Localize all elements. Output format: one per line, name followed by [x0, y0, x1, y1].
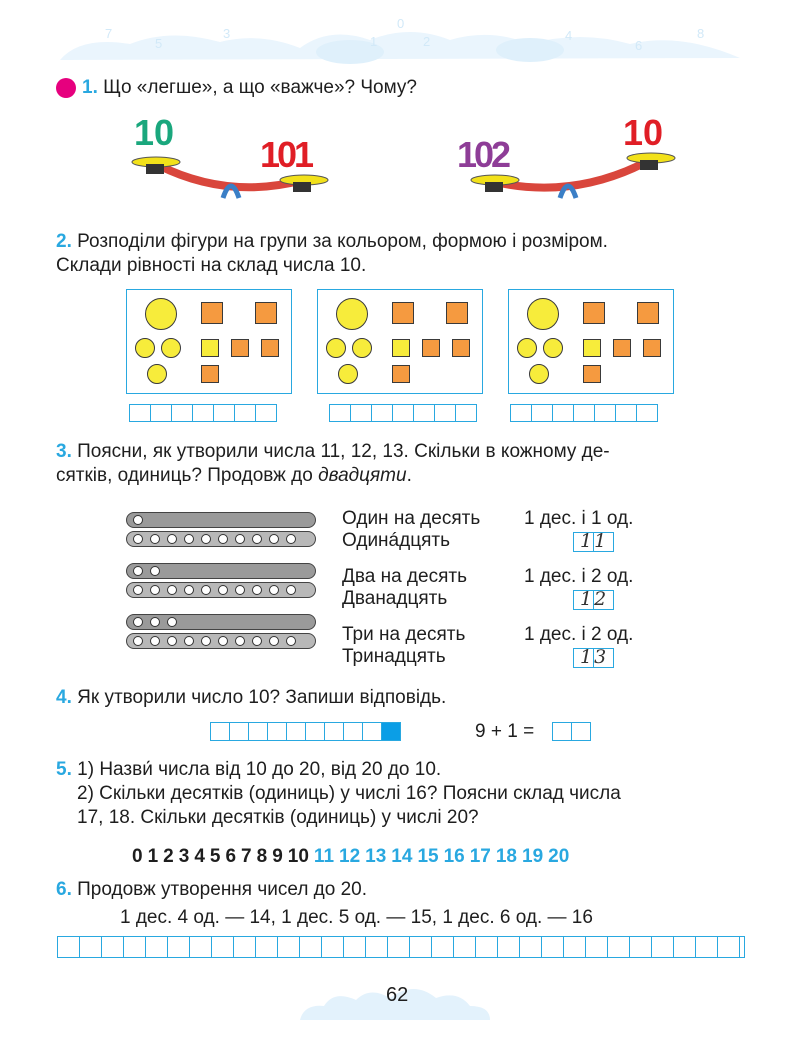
rod-group-11 [126, 512, 318, 552]
seesaw-left [128, 110, 338, 200]
seq-number: 2 [163, 846, 174, 867]
cloud-digit: 4 [565, 28, 573, 43]
heavy-number: 101 [260, 134, 312, 175]
task-5-text [56, 758, 756, 830]
task-example: 1 дес. 4 од. — 14, 1 дес. 5 од. — 15, 1 дес. 6 од. — 16 [120, 907, 593, 928]
seq-number: 4 [194, 846, 205, 867]
seq-number: 3 [178, 846, 190, 867]
tens-rod [126, 531, 316, 547]
answer-cell-strip[interactable] [57, 936, 745, 958]
equation: 9 + 1 = [475, 721, 535, 742]
number-row [342, 624, 672, 670]
small-orange-square [392, 365, 410, 383]
answer-cells[interactable] [511, 404, 658, 422]
small-orange-square [422, 339, 440, 357]
row-composition: 1 дес. і 2 од. [524, 566, 634, 587]
shape-panel [508, 289, 674, 394]
small-orange-square [613, 339, 631, 357]
ones-rod [126, 614, 316, 630]
cloud-digit: 3 [223, 26, 231, 41]
task-instruction: 17, 18. Скільки десятків (одиниць) у числі 20? [77, 807, 479, 828]
row-name: Три на десять [342, 624, 466, 645]
task-instruction: Склади рівності на склад числа 10. [56, 255, 367, 276]
small-orange-square [231, 339, 249, 357]
orange-square [255, 302, 277, 324]
orange-square [583, 302, 605, 324]
task-punctuation: . [406, 465, 412, 486]
ten-cells-strip[interactable] [211, 722, 401, 741]
seq-number: 0 [132, 846, 143, 867]
number-row [342, 566, 672, 612]
task-instruction: сятків, одиниць? Продовж до [56, 465, 319, 486]
cloud-digit: 6 [635, 38, 643, 53]
small-yellow-circle [161, 338, 181, 358]
cloud-digit: 0 [397, 16, 405, 31]
written-number: 11 [580, 530, 609, 552]
light-number: 10 [623, 112, 664, 153]
yellow-square [583, 339, 601, 357]
small-yellow-circle [147, 364, 167, 384]
task-instruction: Поясни, як утворили числа 11, 12, 13. Скільки в кожному де- [77, 441, 610, 462]
number-row [342, 508, 672, 554]
small-yellow-circle [517, 338, 537, 358]
task-4-text [56, 686, 446, 710]
task-number: 4. [56, 687, 72, 708]
task-2-text [56, 230, 746, 278]
task-instruction: 2) Скільки десятків (одиниць) у числі 16? Поясни склад числа [77, 783, 621, 804]
seq-number: 12 [339, 846, 361, 867]
seq-number: 11 [313, 846, 335, 867]
equation-answer-cells[interactable] [553, 722, 591, 741]
big-yellow-circle [336, 298, 368, 330]
cloud-digits [105, 16, 725, 53]
task-1-text [82, 76, 417, 100]
orange-square [446, 302, 468, 324]
rod-group-13 [126, 614, 318, 654]
seq-number: 1 [147, 846, 159, 867]
small-yellow-circle [135, 338, 155, 358]
small-yellow-circle [529, 364, 549, 384]
small-orange-square [452, 339, 470, 357]
seq-number: 20 [548, 846, 570, 867]
row-composition: 1 дес. і 2 од. [524, 624, 634, 645]
answer-cells[interactable] [330, 404, 477, 422]
seq-number: 18 [495, 846, 517, 867]
small-yellow-circle [338, 364, 358, 384]
tens-rod [126, 633, 316, 649]
task-6-text [56, 878, 756, 930]
row-word: Тринадцять [342, 646, 446, 667]
task-number: 1. [82, 77, 98, 98]
seq-number: 6 [225, 846, 237, 867]
light-number: 10 [134, 112, 175, 153]
rod-group-12 [126, 563, 318, 603]
seq-number: 9 [272, 846, 283, 867]
seq-number: 14 [391, 846, 413, 867]
small-orange-square [201, 365, 219, 383]
task-instruction: Продовж утворення чисел до 20. [77, 879, 368, 900]
row-name: Два на десять [342, 566, 467, 587]
written-number: 13 [580, 646, 609, 668]
ones-rod [126, 512, 316, 528]
yellow-square [392, 339, 410, 357]
orange-square [201, 302, 223, 324]
written-answer[interactable] [574, 648, 616, 668]
seesaw-right [455, 110, 680, 200]
seq-number: 16 [443, 846, 465, 867]
written-answer[interactable] [574, 590, 616, 610]
big-yellow-circle [527, 298, 559, 330]
task-emphasis: двадцяти [318, 465, 407, 486]
filled-cell [381, 722, 401, 741]
small-orange-square [261, 339, 279, 357]
seq-number: 10 [287, 846, 309, 867]
small-yellow-circle [543, 338, 563, 358]
written-number: 12 [580, 588, 609, 610]
task-question: Як утворили число 10? Запиши відповідь. [77, 687, 447, 708]
seq-number: 8 [256, 846, 268, 867]
seq-number: 15 [417, 846, 439, 867]
seq-number: 7 [241, 846, 252, 867]
cloud-digit: 5 [155, 36, 163, 51]
small-orange-square [583, 365, 601, 383]
yellow-square [201, 339, 219, 357]
big-yellow-circle [145, 298, 177, 330]
task-3-text [56, 440, 746, 488]
number-sequence [132, 846, 574, 868]
small-yellow-circle [352, 338, 372, 358]
row-name: Один на десять [342, 508, 481, 529]
task-number: 5. [56, 759, 72, 780]
ones-rod [126, 563, 316, 579]
task-1-bullet-icon [56, 78, 76, 98]
small-orange-square [643, 339, 661, 357]
orange-square [637, 302, 659, 324]
task-instruction: 1) Назви́ числа від 10 до 20, від 20 до 10. [77, 759, 442, 780]
task-number: 2. [56, 231, 72, 252]
cloud-digit: 7 [105, 26, 113, 41]
row-word: Одинáдцять [342, 530, 450, 551]
written-answer[interactable] [574, 532, 616, 552]
seq-number: 13 [365, 846, 387, 867]
task-number: 6. [56, 879, 72, 900]
cloud-digit: 8 [697, 26, 705, 41]
answer-cells[interactable] [130, 404, 277, 422]
task-instruction: Розподіли фігури на групи за кольором, формою і розміром. [77, 231, 608, 252]
cloud-digit: 1 [370, 34, 378, 49]
small-yellow-circle [326, 338, 346, 358]
task-number: 3. [56, 441, 72, 462]
page-number: 62 [386, 984, 409, 1006]
row-composition: 1 дес. і 1 од. [524, 508, 634, 529]
seq-number: 5 [209, 846, 221, 867]
seq-number: 19 [522, 846, 544, 867]
cloud-digit: 2 [423, 34, 431, 49]
row-word: Дванадцять [342, 588, 448, 609]
shape-panel [126, 289, 292, 394]
heavy-number: 102 [457, 134, 509, 175]
task-question: Що «легше», а що «важче»? Чому? [103, 77, 417, 98]
orange-square [392, 302, 414, 324]
shape-panel [317, 289, 483, 394]
seq-number: 17 [469, 846, 491, 867]
tens-rod [126, 582, 316, 598]
